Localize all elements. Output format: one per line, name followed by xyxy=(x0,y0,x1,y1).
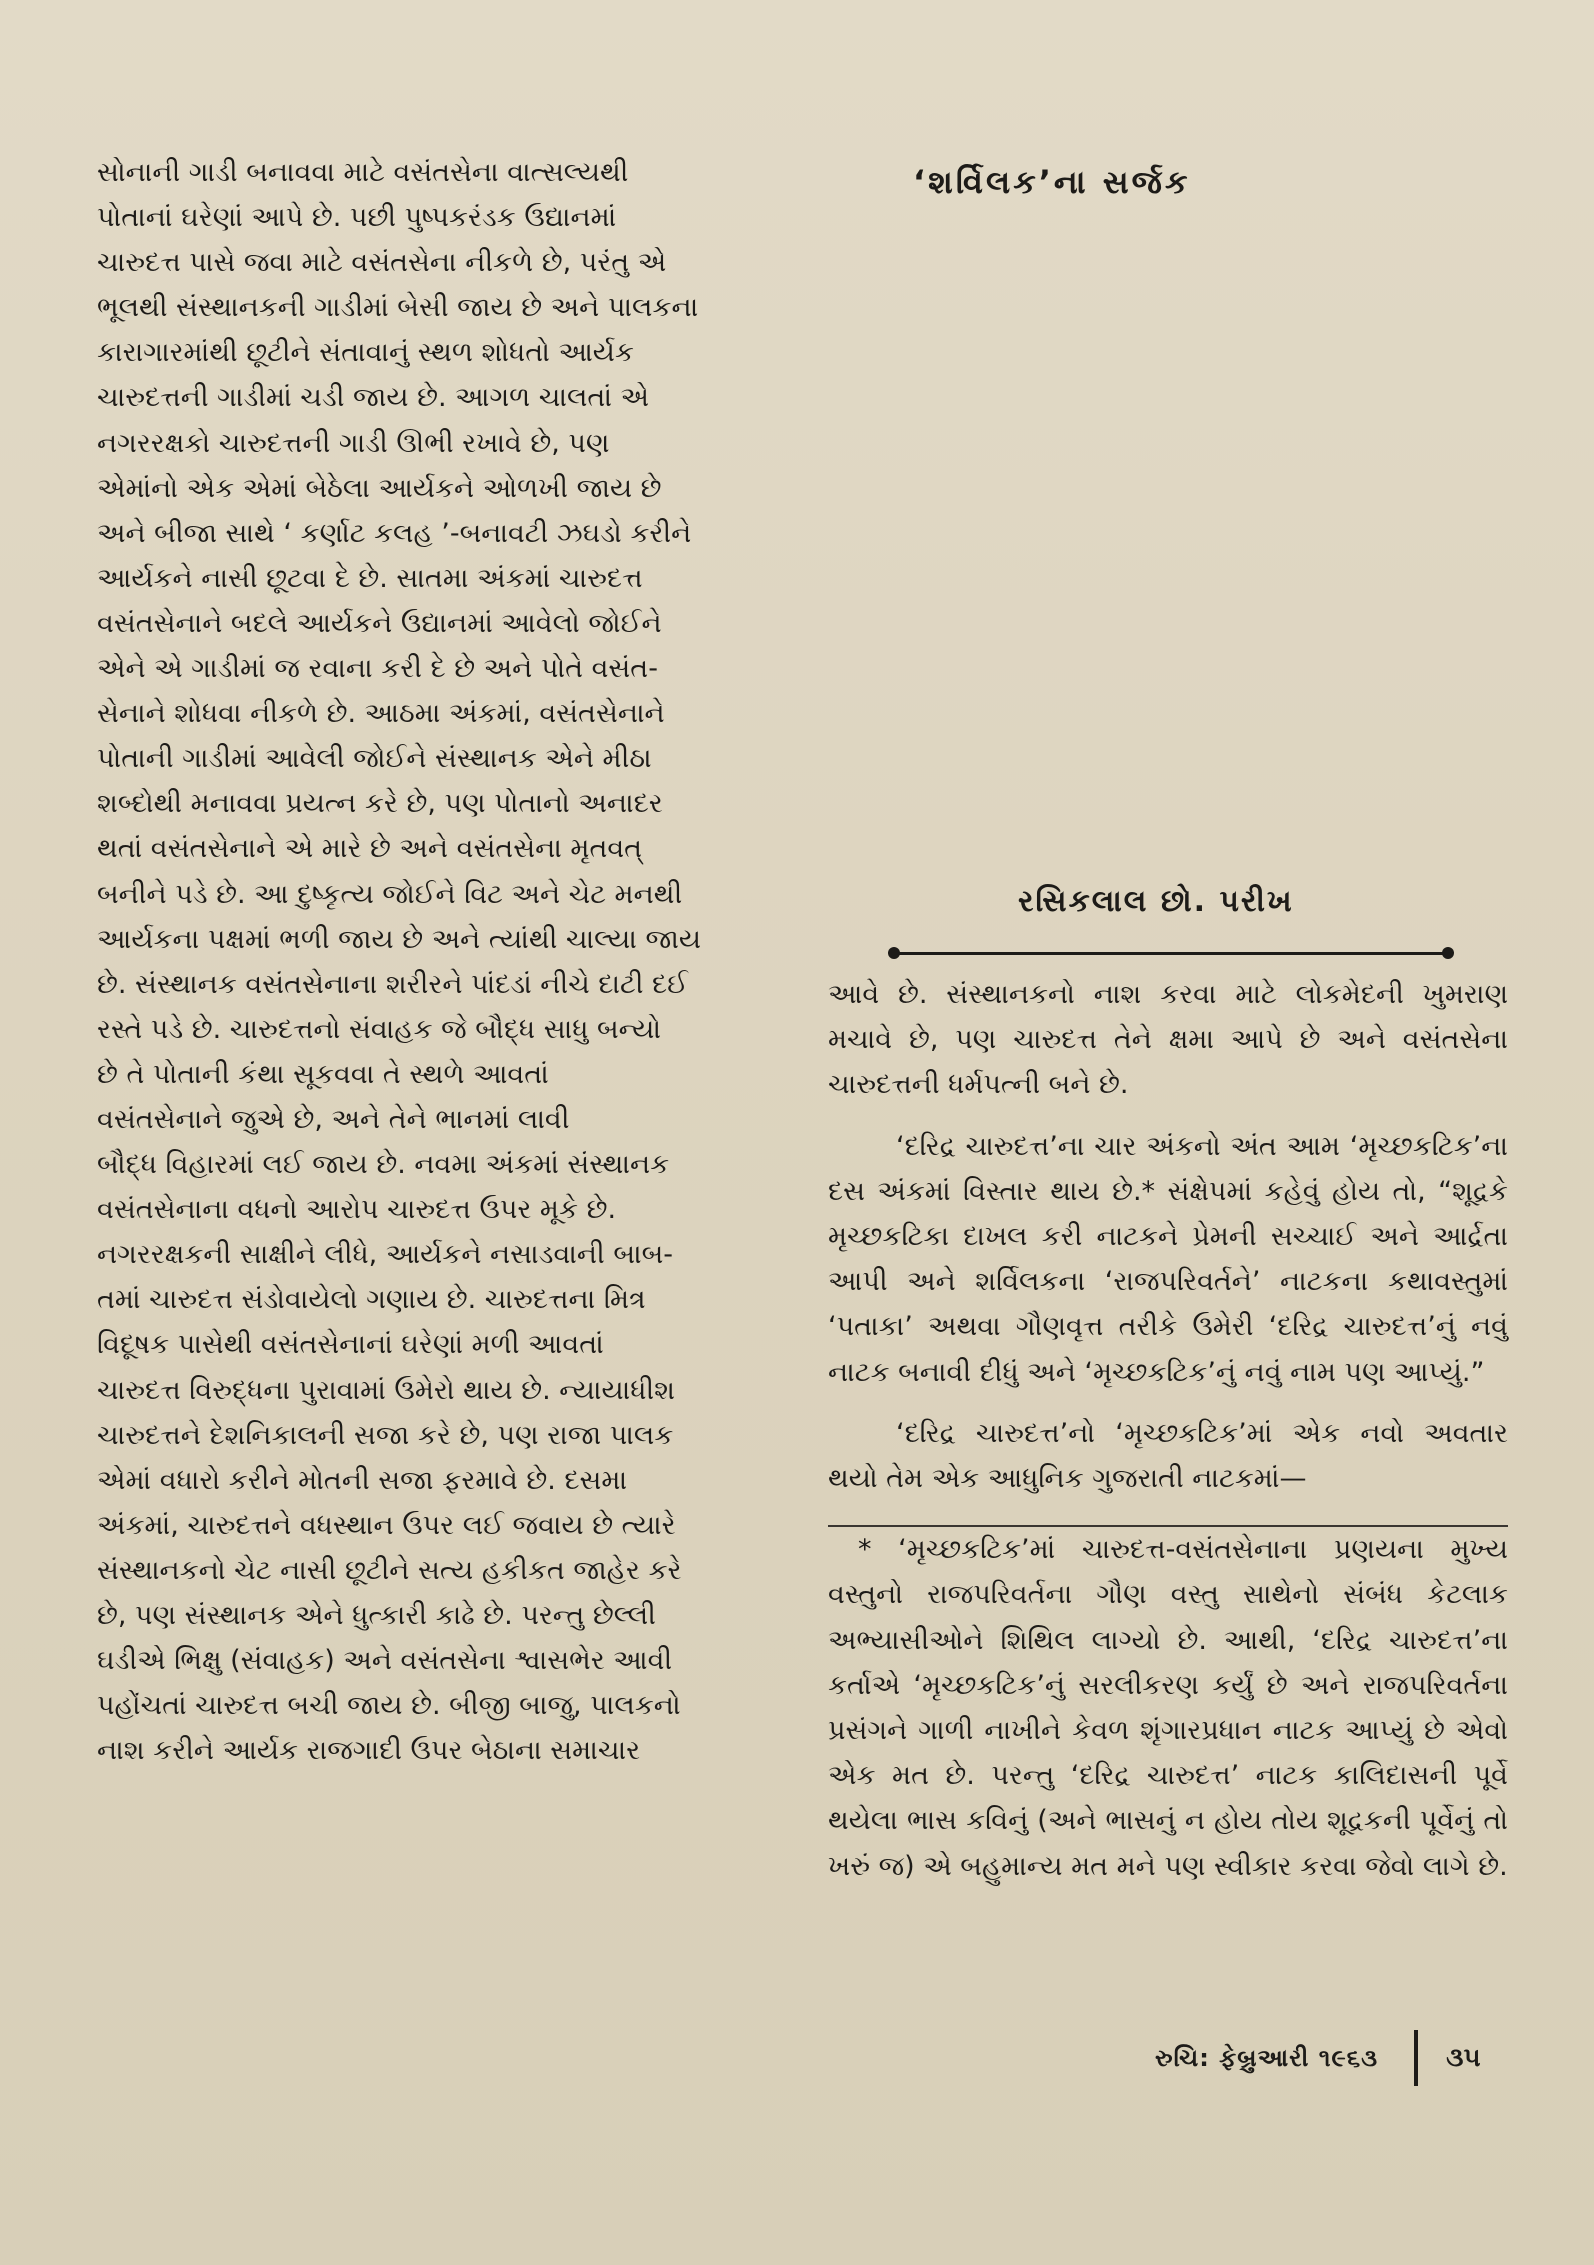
text-line: ચારુદત્તની ગાડીમાં ચડી જાય છે. આગળ ચાલતાં એ xyxy=(97,382,650,414)
text-line: નગરરક્ષકની સાક્ષીને લીધે, આર્યકને નસાડવાની બાબ- xyxy=(97,1239,674,1271)
text-line: થતાં વસંતસેનાને એ મારે છે અને વસંતસેના મૃતવત્ xyxy=(97,833,643,865)
text-line: ચારુદત્ત પાસે જવા માટે વસંતસેના નીકળે છે, પરંતુ એ xyxy=(97,247,667,279)
text-line: આર્યકના પક્ષમાં ભળી જાય છે અને ત્યાંથી ચાલ્યા જાય xyxy=(97,923,701,955)
right-column xyxy=(828,160,1508,1882)
text-line: રસ્તે પડે છે. ચારુદત્તનો સંવાહક જે બૌદ્ધ સાધુ બન્યો xyxy=(97,1013,662,1045)
text-line: વસંતસેનાને બદલે આર્યકને ઉદ્યાનમાં આવેલો જોઈને xyxy=(97,607,662,639)
text-line: પહોંચતાં ચારુદત્ત બચી જાય છે. બીજી બાજુ, પાલકનો xyxy=(97,1690,681,1722)
paragraph: ‘દરિદ્ર ચારુદત્ત’ના ચાર અંકનો અંત આમ ‘મૃચ્છકટિક’ના દસ અંકમાં વિસ્તાર થાય છે.* સંક્ષેપમાં કહેવું હોય તો, “શૂદ્રકે મૃચ્છકટિકા દાખલ કરી નાટકને પ્રેમની સચ્ચાઈ અને આર્દ્રતા આપી અને શર્વિલકના ‘રાજપરિવર્તને’ નાટકના કથાવસ્તુમાં ‘પતાકા’ અથવા ગૌણવૃત્ત તરીકે ઉમેરી ‘દરિદ્ર ચારુદત્ત’નું નવું નાટક બનાવી દીધું અને ‘મૃચ્છકટિક’નું નવું નામ પણ આપ્યું.” xyxy=(828,1130,1508,1388)
text-line: એમાં વધારો કરીને મોતની સજા ફરમાવે છે. દસમા xyxy=(97,1464,628,1496)
text-line: ચારુદત્ત વિરુદ્ધના પુરાવામાં ઉમેરો થાય છે. ન્યાયાધીશ xyxy=(97,1374,675,1406)
text-line: વસંતસેનાને જુએ છે, અને તેને ભાનમાં લાવી xyxy=(97,1103,570,1135)
text-line: કારાગારમાંથી છૂટીને સંતાવાનું સ્થળ શોધતો આર્યક xyxy=(97,337,634,369)
text-line: પોતાની ગાડીમાં આવેલી જોઈને સંસ્થાનક એને મીઠા xyxy=(97,743,652,775)
text-line: છે. સંસ્થાનક વસંતસેનાના શરીરને પાંદડાં નીચે દાટી દઈ xyxy=(97,968,688,1000)
text-line: સંસ્થાનકનો ચેટ નાસી છૂટીને સત્ય હકીકત જાહેર કરે xyxy=(97,1554,682,1586)
text-line: સોનાની ગાડી બનાવવા માટે વસંતસેના વાત્સલ્યથી xyxy=(97,157,629,188)
author-byline: રસિકલાલ છો. પરીખ xyxy=(1018,884,1294,919)
footer-divider xyxy=(1414,2030,1418,2086)
text-line: નગરરક્ષકો ચારુદત્તની ગાડી ઊભી રખાવે છે, પણ xyxy=(97,427,610,459)
text-line: પોતાનાં ઘરેણાં આપે છે. પછી પુષ્પકરંડક ઉદ્યાનમાં xyxy=(97,202,617,234)
text-line: એને એ ગાડીમાં જ રવાના કરી દે છે અને પોતે વસંત- xyxy=(97,653,658,685)
text-line: છે તે પોતાની કંથા સૂકવવા તે સ્થળે આવતાં xyxy=(97,1058,549,1090)
left-column-text xyxy=(97,150,787,1773)
text-line: વિદૂષક પાસેથી વસંતસેનાનાં ઘરેણાં મળી આવતાં xyxy=(97,1329,604,1361)
article-title: ‘શર્વિલક’ના સર્જક xyxy=(913,163,1191,201)
text-line: ભૂલથી સંસ્થાનકની ગાડીમાં બેસી જાય છે અને પાલકના xyxy=(97,292,699,324)
text-line: નાશ કરીને આર્યક રાજગાદી ઉપર બેઠાના સમાચાર xyxy=(97,1735,641,1767)
rule-dot-right xyxy=(1442,947,1454,959)
text-line: એમાંનો એક એમાં બેઠેલા આર્યકને ઓળખી જાય છે xyxy=(97,472,662,504)
text-line: છે, પણ સંસ્થાનક એને ધુત્કારી કાઢે છે. પરન્તુ છેલ્લી xyxy=(97,1600,656,1631)
text-line: બનીને પડે છે. આ દુષ્કૃત્ય જોઈને વિટ અને ચેટ મનથી xyxy=(97,878,683,910)
text-line: સેનાને શોધવા નીકળે છે. આઠમા અંકમાં, વસંતસેનાને xyxy=(97,698,665,730)
text-line: તમાં ચારુદત્ત સંડોવાયેલો ગણાય છે. ચારુદત્તના મિત્ર xyxy=(97,1284,646,1316)
footnote: * ‘મૃચ્છકટિક’માં ચારુદત્ત-વસંતસેનાના પ્રણયના મુખ્ય વસ્તુનો રાજપરિવર્તના ગૌણ વસ્તુ સાથેનો સંબંધ કેટલાક અભ્યાસીઓને શિથિલ લાગ્યો છે. આથી, ‘દરિદ્ર ચારુદત્ત’ના કર્તાએ ‘મૃચ્છકટિક’નું સરલીકરણ કર્યું છે અને રાજપરિવર્તના પ્રસંગને ગાળી નાખીને કેવળ શૃંગારપ્રધાન નાટક આપ્યું છે એવો એક મત છે. પરન્તુ ‘દરિદ્ર ચારુદત્ત’ નાટક કાલિદાસની પૂર્વે થયેલા ભાસ કવિનું (અને ભાસનું ન હોય તોય શૂદ્રકની પૂર્વેનું તો ખરું જ) એ બહુમાન્ય મત મને પણ સ્વીકાર કરવા જેવો લાગે છે. xyxy=(828,1534,1508,1882)
rule-line xyxy=(894,952,1448,955)
page-number: ૩૫ xyxy=(1446,2042,1481,2073)
left-column xyxy=(97,150,787,1773)
magazine-issue: રુચિ: ફેબ્રુઆરી ૧૯૬૩ xyxy=(1155,2044,1379,2072)
text-line: ચારુદત્તને દેશનિકાલની સજા કરે છે, પણ રાજા પાલક xyxy=(97,1419,674,1451)
text-line: અને બીજા સાથે ‘ કર્ણાટ કલહ ’-બનાવટી ઝઘડો કરીને xyxy=(97,517,692,549)
paragraph: આવે છે. સંસ્થાનકનો નાશ કરવા માટે લોકમેદની ખુમરાણ મચાવે છે, પણ ચારુદત્ત તેને ક્ષમા આપે છે અને વસંતસેના ચારુદત્તની ધર્મપત્ની બને છે. xyxy=(828,979,1508,1101)
text-line: અંકમાં, ચારુદત્તને વધસ્થાન ઉપર લઈ જવાય છે ત્યારે xyxy=(97,1509,676,1541)
byline-rule xyxy=(888,946,1454,960)
page-footer xyxy=(1155,2030,1481,2086)
right-column-body xyxy=(828,972,1508,1889)
text-line: વસંતસેનાના વધનો આરોપ ચારુદત્ત ઉપર મૂકે છે. xyxy=(97,1194,617,1226)
text-line: બૌદ્ધ વિહારમાં લઈ જાય છે. નવમા અંકમાં સંસ્થાનક xyxy=(97,1149,670,1181)
text-line: શબ્દોથી મનાવવા પ્રયત્ન કરે છે, પણ પોતાનો અનાદર xyxy=(97,788,663,820)
paragraph: ‘દરિદ્ર ચારુદત્ત’નો ‘મૃચ્છકટિક’માં એક નવો અવતાર થયો તેમ એક આધુનિક ગુજરાતી નાટકમાં— xyxy=(828,1417,1508,1495)
text-line: ઘડીએ ભિક્ષુ (સંવાહક) અને વસંતસેના શ્વાસભેર આવી xyxy=(97,1645,673,1677)
text-line: આર્યકને નાસી છૂટવા દે છે. સાતમા અંકમાં ચારુદત્ત xyxy=(97,562,643,594)
